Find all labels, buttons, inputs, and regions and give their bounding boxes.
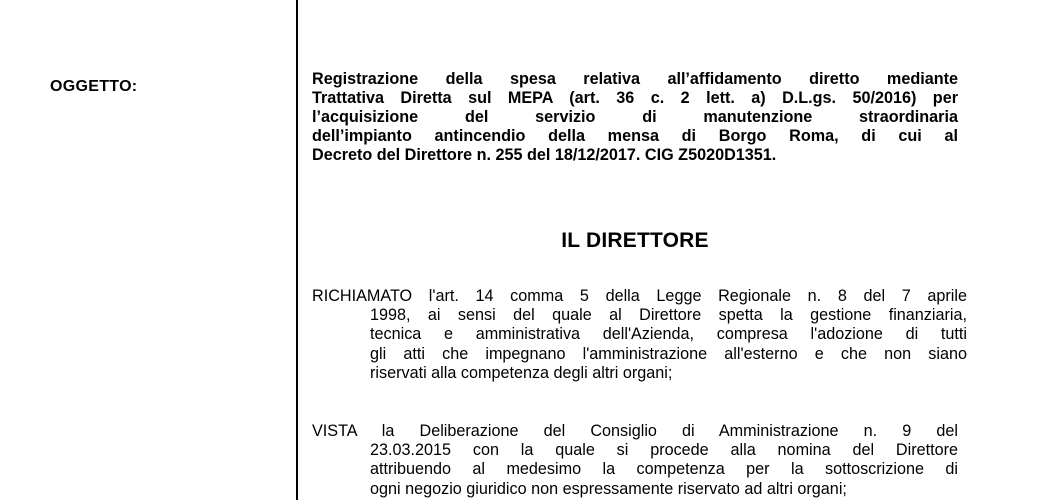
oggetto-label: OGGETTO:: [50, 78, 138, 95]
oggetto-line: Trattativa Diretta sul MEPA (art. 36 c. 2 lett. a) D.L.gs. 50/2016) per: [312, 89, 958, 107]
oggetto-line: dell’impianto antincendio della mensa di Borgo Roma, di cui al: [312, 127, 958, 145]
paragraph-line: attribuendo al medesimo la competenza per la sottoscrizione di: [370, 460, 958, 479]
vista-paragraph: [312, 422, 958, 499]
oggetto-line: Registrazione della spesa relativa all’affidamento diretto mediante: [312, 70, 958, 88]
paragraph-line: RICHIAMATO l'art. 14 comma 5 della Legge Regionale n. 8 del 7 aprile: [312, 287, 967, 305]
oggetto-line: Decreto del Direttore n. 255 del 18/12/2017. CIG Z5020D1351.: [312, 146, 777, 164]
paragraph-line: VISTA la Deliberazione del Consiglio di Amministrazione n. 9 del: [312, 422, 958, 440]
paragraph-line: 1998, ai sensi del quale al Direttore spetta la gestione finanziaria,: [370, 306, 967, 325]
paragraph-line: riservati alla competenza degli altri organi;: [370, 363, 673, 382]
paragraph-line: 23.03.2015 con la quale si procede alla nomina del Direttore: [370, 441, 958, 460]
vertical-rule: [296, 0, 298, 500]
paragraph-line: tecnica e amministrativa dell'Azienda, compresa l'adozione di tutti: [370, 325, 967, 344]
richiamato-paragraph: [312, 287, 967, 383]
paragraph-line: gli atti che impegnano l'amministrazione all'esterno e che non siano: [370, 344, 967, 363]
paragraph-line: ogni negozio giuridico non espressamente riservato ad altri organi;: [370, 479, 847, 498]
section-heading: IL DIRETTORE: [561, 229, 709, 252]
oggetto-line: l’acquisizione del servizio di manutenzione straordinaria: [312, 108, 958, 126]
oggetto-text: [312, 70, 958, 165]
